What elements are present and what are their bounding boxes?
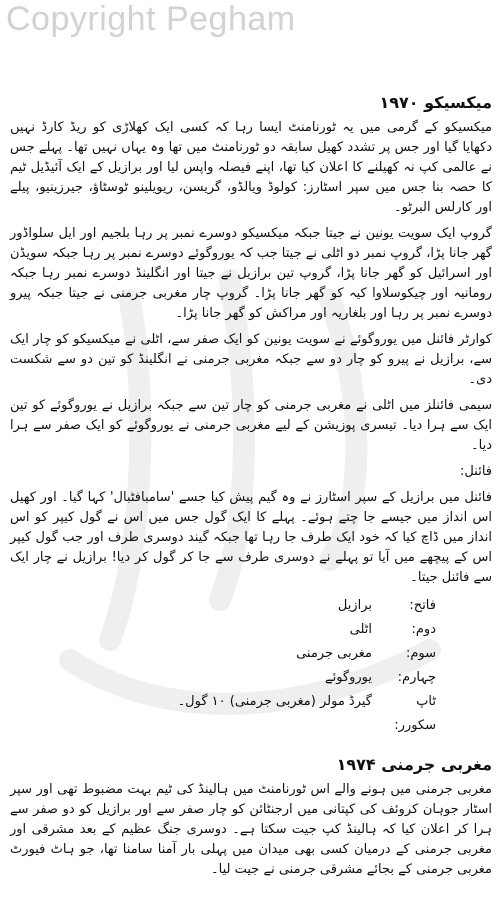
copyright-watermark: Copyright Pegham [6,0,296,38]
results-row-second [10,618,436,642]
results-row-winner [10,594,436,618]
results-value: مغربی جرمنی [296,646,372,661]
results-row-third [10,642,436,666]
section-heading-mexico-1970: میکسیکو ۱۹۷۰ [379,93,492,112]
paragraph-1974-intro: مغربی جرمنی میں ہونے والے اس ٹورنامنٹ میں ہالینڈ کی ٹیم بہت مضبوط تھی اور سپر اسٹار جوہان کروئف کی کپتانی میں ارجنٹائن کو چار صفر سے اور برازیل کو دو صفر سے ہرا کر اعلان کیا کہ ہالینڈ کپ جیت سکتا ہے۔ دوسری جنگ عظیم کے بعد مشرقی اور مغربی جرمنی کے درمیان کسی بھی میدان میں پہلی بار آمنا سامنا تھا، جو ہاٹ فیورٹ مغربی جرمنی کے بجائے مشرقی جرمنی نے جیت لیا۔ [10,782,492,877]
results-label: فاتح: [409,598,436,613]
results-label: ٹاپ سکورر: [394,694,436,733]
article-body [10,90,492,886]
results-row-fourth [10,666,436,690]
results-value: گیرڈ مولر (مغربی جرمنی) ۱۰ گول۔ [177,694,372,709]
paragraph-quarterfinals: کوارٹر فائنل میں یوروگوئے نے سویت یونین کو ایک صفر سے، اٹلی نے میکسیکو کو چار ایک سے، برازیل نے پیرو کو چار دو سے جبکہ مغربی جرمنی نے انگلینڈ کو تین دو سے شکست دی۔ [10,332,492,387]
paragraph-semifinals: سیمی فائنلز میں اٹلی نے مغربی جرمنی کو چار تین سے جبکہ برازیل نے یوروگوئے کو تین ایک سے ہرا دیا۔ تیسری پوزیشن کے لیے مغربی جرمنی نے یوروگوئے کو ایک صفر سے ہرا دیا۔ [10,398,492,453]
final-label: فائنل: [460,464,492,479]
paragraph-final: فائنل میں برازیل کے سپر اسٹارز نے وہ گیم پیش کیا جسے 'سامبافٹبال' کہا گیا۔ اور کھیل اس انداز میں جیسے جا چتے ہوئے۔ پہلے کا ایک گول جس میں اس نے گول کیپر کو اس انداز میں ڈاچ کیا کہ خود ایک طرف جا رہا تھا جبکہ گیند دوسری طرف اور جب گول کیپر اس کے پیچھے میں آیا تو پہلے نے دوسری طرف سے جا کر گول کر دیا! برازیل نے چار ایک سے فائنل جیتا۔ [10,490,492,585]
results-value: یوروگوئے [324,670,372,685]
results-label: دوم: [411,622,436,637]
results-row-top-scorer [10,690,436,738]
results-value: برازیل [337,598,372,613]
paragraph-groups: گروپ ایک سویت یونین نے جیتا جبکہ میکسیکو دوسرے نمبر پر رہا بلجیم اور ایل سلواڈور گھر جانا پڑا، گروپ نمبر دو اٹلی نے جیتا جب کہ یوروگوئے دوسرے نمبر پر رہا جبکہ سویڈن اور اسرائیل کو گھر جانا پڑا، گروپ تین برازیل نے جیتا اور انگلینڈ دوسرے نمبر رہا جبکہ رومانیہ اور چیکوسلاوا کیہ کو گھر جانا پڑا۔ گروپ چار مغربی جرمنی نے جیتا جبکہ پیرو دوسرے نمبر پر رہا اور بلغاریہ اور مراکش کو گھر جانا پڑا۔ [9,226,492,321]
results-list [10,594,492,738]
results-label: چہارم: [397,670,436,685]
section-heading-west-germany-1974: مغربی جرمنی ۱۹۷۴ [336,755,492,774]
results-label: سوم: [405,646,436,661]
paragraph-intro: میکسیکو کے گرمی میں یہ ٹورنامنٹ ایسا رہا کہ کسی ایک کھلاڑی کو ریڈ کارڈ نہیں دکھایا گیا اور جس پر تشدد کھیل سابقہ دو ٹورنامنٹ میں تھا وہ یہاں نہیں تھا۔ پہلے جس نے عالمی کپ نہ کھیلنے کا اعلان کیا تھا، اپنے فیصلہ واپس لیا اور برازیل کے ایک آئیڈیل ٹیم کا حصہ بنا جس میں سپر اسٹارز: کولوڈ ویالڈو، گریسن، ریویلینو ٹوسٹاؤ، جیرزینیو، پیلے اور کارلس البرٹو۔ [10,120,492,215]
results-value: اٹلی [349,622,372,637]
